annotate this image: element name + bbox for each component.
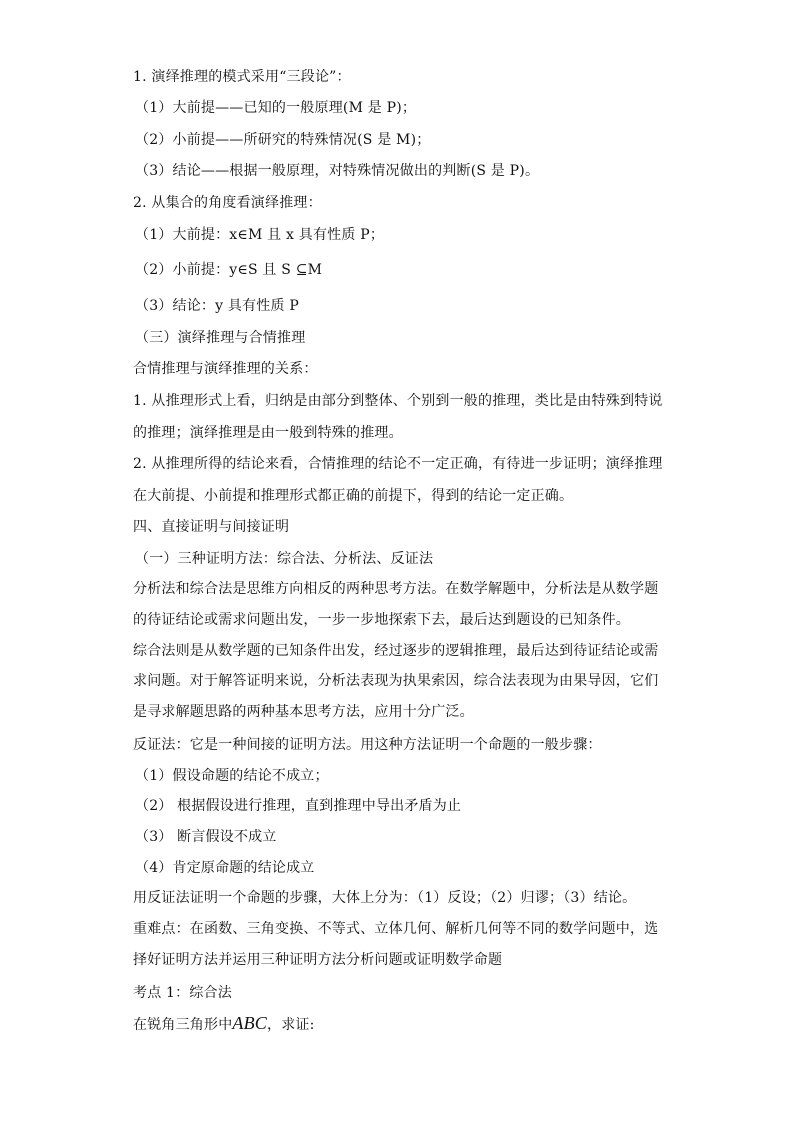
problem-statement xyxy=(133,1014,315,1034)
text-line: 择好证明方法并运用三种证明方法分析问题或证明数学命题 xyxy=(133,952,503,968)
text-line: 2. 从集合的角度看演绎推理： xyxy=(133,195,322,211)
text-line: （2）小前提——所研究的特殊情况(S 是 M)； xyxy=(135,132,431,148)
text-line: （1）假设命题的结论不成立； xyxy=(135,768,329,784)
text-line: 反证法：它是一种间接的证明方法。用这种方法证明一个命题的一般步骤： xyxy=(133,737,602,753)
text-line: （2） 根据假设进行推理，直到推理中导出矛盾为止 xyxy=(135,798,462,814)
text-line: 1. 演绎推理的模式采用“三段论”： xyxy=(133,69,351,85)
text-line: 综合法则是从数学题的已知条件出发，经过逐步的逻辑推理，最后达到待证结论或需 xyxy=(133,643,659,659)
text-line: （1）大前提：x∈M 且 x 具有性质 P； xyxy=(135,227,385,243)
section-heading: （一）三种证明方法：综合法、分析法、反证法 xyxy=(135,551,434,567)
problem-prefix: 在锐角三角形中 xyxy=(133,1017,233,1033)
text-line: （3）结论——根据一般原理，对特殊情况做出的判断(S 是 P)。 xyxy=(135,163,540,179)
text-line: 求问题。对于解答证明来说，分析法表现为执果索因，综合法表现为由果导因，它们 xyxy=(133,673,659,689)
triangle-name: ABC xyxy=(232,1013,268,1033)
section-heading: 考点 1：综合法 xyxy=(133,985,232,1001)
text-line: （1）大前提——已知的一般原理(M 是 P)； xyxy=(135,100,417,116)
text-line: （3）结论：y 具有性质 P xyxy=(135,298,299,314)
text-line: （2）小前提：y∈S 且 S ⊆M xyxy=(135,262,323,278)
text-line: 合情推理与演绎推理的关系： xyxy=(133,361,318,377)
problem-suffix: ，求证: xyxy=(267,1017,315,1033)
section-heading: （三）演绎推理与合情推理 xyxy=(135,330,306,346)
text-line: （3） 断言假设不成立 xyxy=(135,829,277,845)
text-line: 分析法和综合法是思维方向相反的两种思考方法。在数学解题中，分析法是从数学题 xyxy=(133,581,659,597)
text-line: 是寻求解题思路的两种基本思考方法，应用十分广泛。 xyxy=(133,704,474,720)
text-line: 的待证结论或需求问题出发，一步一步地探索下去，最后达到题设的已知条件。 xyxy=(133,612,630,628)
text-line: （4）肯定原命题的结论成立 xyxy=(135,860,315,876)
text-line: 1. 从推理形式上看，归纳是由部分到整体、个别到一般的推理，类比是由特殊到特说 xyxy=(133,393,663,409)
text-line: 重难点：在函数、三角变换、不等式、立体几何、解析几何等不同的数学问题中，选 xyxy=(133,921,659,937)
section-heading: 四、直接证明与间接证明 xyxy=(133,519,290,535)
text-line: 的推理；演绎推理是由一般到特殊的推理。 xyxy=(133,425,403,441)
text-line: 2. 从推理所得的结论来看，合情推理的结论不一定正确，有待进一步证明；演绎推理 xyxy=(133,456,663,472)
text-line: 在大前提、小前提和推理形式都正确的前提下，得到的结论一定正确。 xyxy=(133,488,574,504)
text-line: 用反证法证明一个命题的步骤，大体上分为：（1）反设；（2）归谬；（3）结论。 xyxy=(133,890,637,906)
